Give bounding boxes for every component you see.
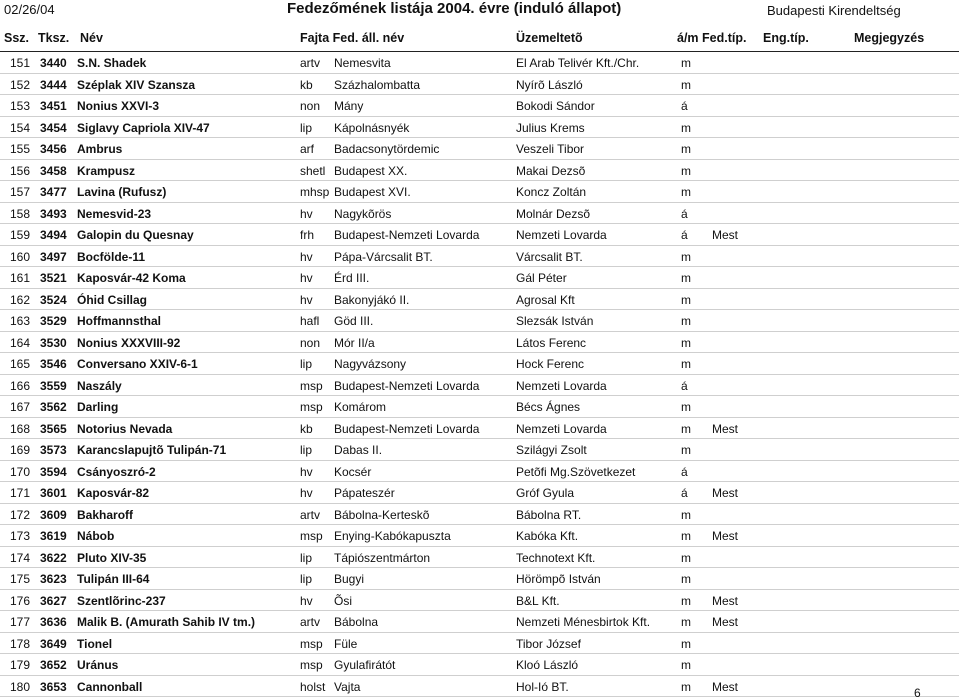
table-row bbox=[0, 396, 959, 418]
ownership-code: m bbox=[681, 529, 691, 543]
operator-name: Julius Krems bbox=[516, 120, 585, 135]
station-name: Tápiószentmárton bbox=[334, 550, 431, 565]
breed-code: artv bbox=[300, 507, 321, 522]
horse-name: Kaposvár-82 bbox=[77, 486, 150, 500]
operator-name: Gál Péter bbox=[516, 271, 567, 285]
breed-code: hv bbox=[300, 271, 313, 285]
breed-code: msp bbox=[300, 400, 323, 414]
covering-type: Mest bbox=[712, 228, 739, 242]
ownership-code: m bbox=[681, 77, 691, 92]
table-row bbox=[0, 375, 959, 397]
breed-code: hafl bbox=[300, 314, 320, 328]
registry-number: 3456 bbox=[40, 142, 67, 156]
ownership-code: m bbox=[681, 185, 691, 199]
row-number: 159 bbox=[10, 228, 31, 242]
breed-code: kb bbox=[300, 77, 313, 92]
row-number: 165 bbox=[10, 357, 31, 371]
operator-name: Slezsák István bbox=[516, 314, 594, 328]
ownership-code: á bbox=[681, 486, 688, 500]
operator-name: Várcsalit BT. bbox=[516, 249, 583, 264]
ownership-code: m bbox=[681, 56, 691, 70]
row-number: 155 bbox=[10, 142, 31, 156]
row-number: 163 bbox=[10, 314, 31, 328]
ownership-code: m bbox=[681, 163, 691, 178]
operator-name: Tibor József bbox=[516, 636, 581, 651]
operator-name: Látos Ferenc bbox=[516, 335, 587, 350]
registry-number: 3627 bbox=[40, 593, 67, 608]
operator-name: B&L Kft. bbox=[516, 593, 560, 608]
ownership-code: m bbox=[681, 292, 691, 307]
horse-name: Nemesvid-23 bbox=[77, 206, 152, 221]
breed-code: arf bbox=[300, 142, 315, 156]
operator-name: Bokodi Sándor bbox=[516, 99, 595, 113]
operator-name: Kloó László bbox=[516, 658, 579, 672]
ownership-code: m bbox=[681, 142, 691, 156]
table-row bbox=[0, 117, 959, 139]
station-name: Mór II/a bbox=[334, 335, 375, 350]
table-row bbox=[0, 332, 959, 354]
table-row bbox=[0, 654, 959, 676]
row-number: 170 bbox=[10, 464, 31, 479]
registry-number: 3529 bbox=[40, 314, 67, 328]
report-title: Fedezőmének listája 2004. évre (induló állapot) bbox=[287, 0, 622, 17]
horse-name: Nonius XXXVIII-92 bbox=[77, 335, 181, 350]
table-row bbox=[0, 353, 959, 375]
registry-number: 3562 bbox=[40, 400, 67, 414]
row-number: 176 bbox=[10, 593, 31, 608]
ownership-code: á bbox=[681, 99, 688, 113]
covering-type: Mest bbox=[712, 486, 739, 500]
operator-name: Hörömpõ István bbox=[516, 572, 601, 586]
breed-code: holst bbox=[300, 679, 326, 694]
registry-number: 3619 bbox=[40, 529, 67, 543]
registry-number: 3565 bbox=[40, 421, 67, 436]
ownership-code: m bbox=[681, 335, 691, 350]
table-row bbox=[0, 52, 959, 74]
ownership-code: á bbox=[681, 464, 688, 479]
operator-name: Technotext Kft. bbox=[516, 550, 596, 565]
station-name: Bábolna-Kerteskõ bbox=[334, 507, 430, 522]
operator-name: Veszeli Tibor bbox=[516, 142, 585, 156]
breed-code: hv bbox=[300, 292, 313, 307]
station-name: Budapest-Nemzeti Lovarda bbox=[334, 228, 480, 242]
col-header-name: Név bbox=[80, 31, 103, 45]
breed-code: artv bbox=[300, 615, 321, 629]
station-name: Pápateszér bbox=[334, 486, 395, 500]
ownership-code: m bbox=[681, 357, 691, 371]
horse-name: Tulipán III-64 bbox=[77, 572, 150, 586]
breed-code: msp bbox=[300, 529, 323, 543]
ownership-code: á bbox=[681, 378, 688, 393]
breed-code: msp bbox=[300, 636, 323, 651]
breed-code: artv bbox=[300, 56, 321, 70]
table-row bbox=[0, 418, 959, 440]
table-row bbox=[0, 568, 959, 590]
ownership-code: m bbox=[681, 120, 691, 135]
col-header-notes: Megjegyzés bbox=[854, 31, 925, 45]
row-number: 175 bbox=[10, 572, 31, 586]
horse-name: Karancslapujtõ Tulipán-71 bbox=[77, 443, 227, 457]
horse-name: Galopin du Quesnay bbox=[77, 228, 194, 242]
horse-name: Siglavy Capriola XIV-47 bbox=[77, 120, 210, 135]
table-row bbox=[0, 74, 959, 96]
registry-number: 3652 bbox=[40, 658, 67, 672]
station-name: Badacsonytördemic bbox=[334, 142, 440, 156]
operator-name: Nemzeti Lovarda bbox=[516, 378, 607, 393]
ownership-code: m bbox=[681, 400, 691, 414]
table-row bbox=[0, 676, 959, 698]
page-header bbox=[0, 0, 959, 24]
ownership-code: m bbox=[681, 550, 691, 565]
horse-name: Szentlõrinc-237 bbox=[77, 593, 166, 608]
ownership-code: m bbox=[681, 314, 691, 328]
ownership-code: m bbox=[681, 443, 691, 457]
covering-type: Mest bbox=[712, 593, 739, 608]
horse-name: Notorius Nevada bbox=[77, 421, 173, 436]
row-number: 177 bbox=[10, 615, 31, 629]
row-number: 174 bbox=[10, 550, 31, 565]
table-row bbox=[0, 310, 959, 332]
operator-name: Molnár Dezsõ bbox=[516, 206, 591, 221]
station-name: Pápa-Várcsalit BT. bbox=[334, 249, 433, 264]
horse-name: Pluto XIV-35 bbox=[77, 550, 147, 565]
registry-number: 3601 bbox=[40, 486, 67, 500]
registry-number: 3458 bbox=[40, 163, 67, 178]
col-header-am-fedtip: á/m Fed.típ. bbox=[677, 31, 747, 45]
row-number: 161 bbox=[10, 271, 31, 285]
row-number: 156 bbox=[10, 163, 31, 178]
station-name: Százhalombatta bbox=[334, 77, 421, 92]
breed-code: lip bbox=[300, 572, 313, 586]
row-number: 173 bbox=[10, 529, 31, 543]
row-number: 180 bbox=[10, 679, 31, 694]
station-name: Vajta bbox=[334, 679, 361, 694]
horse-name: Ambrus bbox=[77, 142, 123, 156]
breed-code: lip bbox=[300, 120, 313, 135]
registry-number: 3497 bbox=[40, 249, 67, 264]
registry-number: 3440 bbox=[40, 56, 67, 70]
horse-name: Darling bbox=[77, 400, 119, 414]
horse-name: Malik B. (Amurath Sahib IV tm.) bbox=[77, 615, 256, 629]
table-row bbox=[0, 160, 959, 182]
page-number: 6 bbox=[914, 686, 921, 700]
horse-name: Nonius XXVI-3 bbox=[77, 99, 160, 113]
operator-name: Nemzeti Lovarda bbox=[516, 228, 607, 242]
horse-name: Óhid Csillag bbox=[77, 292, 148, 307]
station-name: Nemesvita bbox=[334, 56, 391, 70]
registry-number: 3609 bbox=[40, 507, 67, 522]
breed-code: hv bbox=[300, 593, 313, 608]
row-number: 154 bbox=[10, 120, 31, 135]
registry-number: 3546 bbox=[40, 357, 67, 371]
breed-code: non bbox=[300, 99, 321, 113]
table-row bbox=[0, 138, 959, 160]
operator-name: Bábolna RT. bbox=[516, 507, 582, 522]
station-name: Õsi bbox=[334, 593, 352, 608]
registry-number: 3559 bbox=[40, 378, 67, 393]
horse-name: Kaposvár-42 Koma bbox=[77, 271, 186, 285]
operator-name: Hock Ferenc bbox=[516, 357, 585, 371]
breed-code: kb bbox=[300, 421, 313, 436]
operator-name: Nemzeti Ménesbirtok Kft. bbox=[516, 615, 651, 629]
row-number: 162 bbox=[10, 292, 31, 307]
table-row bbox=[0, 461, 959, 483]
horse-name: Naszály bbox=[77, 378, 122, 393]
row-number: 153 bbox=[10, 99, 31, 113]
breed-code: hv bbox=[300, 249, 313, 264]
row-number: 171 bbox=[10, 486, 31, 500]
table-row bbox=[0, 504, 959, 526]
ownership-code: m bbox=[681, 271, 691, 285]
row-number: 168 bbox=[10, 421, 31, 436]
stallion-table bbox=[0, 52, 959, 697]
ownership-code: m bbox=[681, 658, 691, 672]
registry-number: 3494 bbox=[40, 228, 67, 242]
breed-code: msp bbox=[300, 378, 323, 393]
ownership-code: á bbox=[681, 206, 688, 221]
table-row bbox=[0, 482, 959, 504]
registry-number: 3636 bbox=[40, 615, 67, 629]
registry-number: 3623 bbox=[40, 572, 67, 586]
row-number: 164 bbox=[10, 335, 31, 350]
breed-code: mhsp bbox=[300, 185, 330, 199]
table-row bbox=[0, 95, 959, 117]
station-name: Kocsér bbox=[334, 464, 372, 479]
table-row bbox=[0, 181, 959, 203]
table-row bbox=[0, 267, 959, 289]
registry-number: 3477 bbox=[40, 185, 67, 199]
ownership-code: m bbox=[681, 615, 691, 629]
row-number: 157 bbox=[10, 185, 31, 199]
ownership-code: m bbox=[681, 421, 691, 436]
table-row bbox=[0, 633, 959, 655]
horse-name: Krampusz bbox=[77, 163, 136, 178]
col-header-operator: Üzemeltetõ bbox=[516, 31, 583, 45]
report-date: 02/26/04 bbox=[4, 2, 55, 17]
station-name: Budapest-Nemzeti Lovarda bbox=[334, 421, 480, 436]
station-name: Komárom bbox=[334, 400, 387, 414]
station-name: Füle bbox=[334, 636, 358, 651]
row-number: 151 bbox=[10, 56, 31, 70]
horse-name: Cannonball bbox=[77, 679, 143, 694]
horse-name: Lavina (Rufusz) bbox=[77, 185, 167, 199]
column-header-row bbox=[0, 27, 959, 51]
ownership-code: m bbox=[681, 572, 691, 586]
ownership-code: m bbox=[681, 249, 691, 264]
row-number: 169 bbox=[10, 443, 31, 457]
row-number: 152 bbox=[10, 77, 31, 92]
breed-code: non bbox=[300, 335, 321, 350]
horse-name: Tionel bbox=[77, 636, 113, 651]
registry-number: 3594 bbox=[40, 464, 67, 479]
col-header-tksz: Tksz. bbox=[38, 31, 70, 45]
horse-name: Széplak XIV Szansza bbox=[77, 77, 196, 92]
registry-number: 3530 bbox=[40, 335, 67, 350]
operator-name: Nyírõ László bbox=[516, 77, 583, 92]
table-row bbox=[0, 246, 959, 268]
row-number: 166 bbox=[10, 378, 31, 393]
covering-type: Mest bbox=[712, 615, 739, 629]
ownership-code: m bbox=[681, 679, 691, 694]
station-name: Nagyvázsony bbox=[334, 357, 407, 371]
operator-name: Agrosal Kft bbox=[516, 292, 575, 307]
registry-number: 3444 bbox=[40, 77, 67, 92]
row-number: 158 bbox=[10, 206, 31, 221]
row-number: 167 bbox=[10, 400, 31, 414]
horse-name: Uránus bbox=[77, 658, 119, 672]
registry-number: 3653 bbox=[40, 679, 67, 694]
registry-number: 3573 bbox=[40, 443, 67, 457]
operator-name: Koncz Zoltán bbox=[516, 185, 587, 199]
operator-name: Gróf Gyula bbox=[516, 486, 575, 500]
operator-name: Nemzeti Lovarda bbox=[516, 421, 607, 436]
table-row bbox=[0, 611, 959, 633]
horse-name: Nábob bbox=[77, 529, 115, 543]
station-name: Nagykõrös bbox=[334, 206, 392, 221]
station-name: Bakonyjákó II. bbox=[334, 292, 410, 307]
registry-number: 3451 bbox=[40, 99, 67, 113]
breed-code: lip bbox=[300, 550, 313, 565]
covering-type: Mest bbox=[712, 679, 739, 694]
horse-name: Bakharoff bbox=[77, 507, 134, 522]
col-header-engtip: Eng.típ. bbox=[763, 31, 809, 45]
registry-number: 3493 bbox=[40, 206, 67, 221]
ownership-code: m bbox=[681, 593, 691, 608]
operator-name: Szilágyi Zsolt bbox=[516, 443, 587, 457]
horse-name: Hoffmannsthal bbox=[77, 314, 161, 328]
breed-code: frh bbox=[300, 228, 315, 242]
station-name: Budapest XX. bbox=[334, 163, 408, 178]
covering-type: Mest bbox=[712, 529, 739, 543]
station-name: Bábolna bbox=[334, 615, 379, 629]
horse-name: Csányoszró-2 bbox=[77, 464, 156, 479]
operator-name: El Arab Telivér Kft./Chr. bbox=[516, 56, 640, 70]
covering-type: Mest bbox=[712, 421, 739, 436]
registry-number: 3454 bbox=[40, 120, 67, 135]
breed-code: shetl bbox=[300, 163, 326, 178]
horse-name: Bocfölde-11 bbox=[77, 249, 146, 264]
breed-code: hv bbox=[300, 464, 313, 479]
row-number: 178 bbox=[10, 636, 31, 651]
col-header-ssz: Ssz. bbox=[4, 31, 30, 45]
ownership-code: m bbox=[681, 507, 691, 522]
row-number: 172 bbox=[10, 507, 31, 522]
breed-code: hv bbox=[300, 486, 313, 500]
station-name: Göd III. bbox=[334, 314, 374, 328]
table-row bbox=[0, 590, 959, 612]
station-name: Dabas II. bbox=[334, 443, 383, 457]
ownership-code: m bbox=[681, 636, 691, 651]
col-header-breed-location: Fajta Fed. áll. név bbox=[300, 31, 405, 45]
table-row bbox=[0, 203, 959, 225]
row-number: 160 bbox=[10, 249, 31, 264]
breed-code: hv bbox=[300, 206, 313, 221]
station-name: Érd III. bbox=[334, 271, 370, 285]
station-name: Enying-Kabókapuszta bbox=[334, 529, 451, 543]
horse-name: Conversano XXIV-6-1 bbox=[77, 357, 198, 371]
station-name: Kápolnásnyék bbox=[334, 120, 410, 135]
station-name: Bugyi bbox=[334, 572, 365, 586]
table-row bbox=[0, 525, 959, 547]
breed-code: lip bbox=[300, 443, 313, 457]
ownership-code: á bbox=[681, 228, 688, 242]
station-name: Budapest-Nemzeti Lovarda bbox=[334, 378, 480, 393]
table-row bbox=[0, 289, 959, 311]
station-name: Gyulafirátót bbox=[334, 658, 396, 672]
operator-name: Kabóka Kft. bbox=[516, 529, 579, 543]
station-name: Budapest XVI. bbox=[334, 185, 411, 199]
table-row bbox=[0, 224, 959, 246]
organization-name: Budapesti Kirendeltség bbox=[767, 3, 901, 18]
table-row bbox=[0, 547, 959, 569]
breed-code: msp bbox=[300, 658, 323, 672]
registry-number: 3649 bbox=[40, 636, 67, 651]
registry-number: 3524 bbox=[40, 292, 67, 307]
registry-number: 3622 bbox=[40, 550, 67, 565]
operator-name: Hol-Ió BT. bbox=[516, 679, 569, 694]
operator-name: Petõfi Mg.Szövetkezet bbox=[516, 464, 636, 479]
operator-name: Makai Dezsõ bbox=[516, 163, 586, 178]
operator-name: Bécs Ágnes bbox=[516, 400, 581, 414]
breed-code: lip bbox=[300, 357, 313, 371]
table-row bbox=[0, 439, 959, 461]
registry-number: 3521 bbox=[40, 271, 67, 285]
station-name: Mány bbox=[334, 99, 364, 113]
horse-name: S.N. Shadek bbox=[77, 56, 147, 70]
row-number: 179 bbox=[10, 658, 31, 672]
